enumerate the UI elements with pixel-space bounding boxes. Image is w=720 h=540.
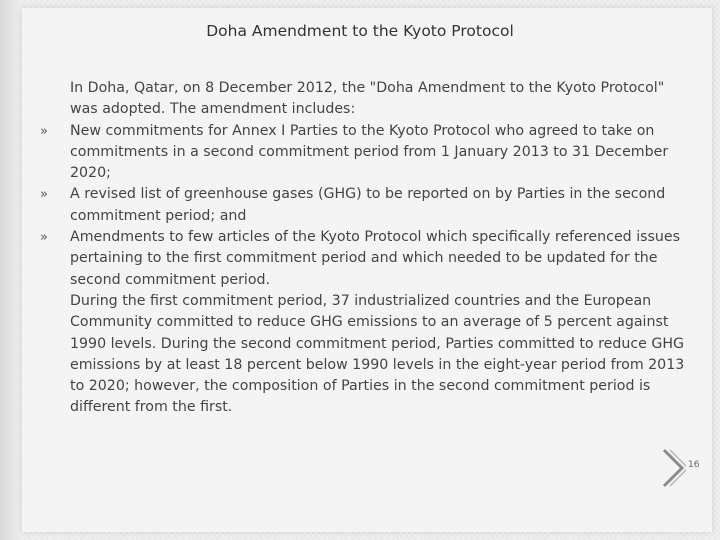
slide-left-edge <box>0 0 20 540</box>
bullet-item <box>40 121 690 185</box>
bullet-marker: » <box>40 230 48 246</box>
intro-paragraph: In Doha, Qatar, on 8 December 2012, the "Doha Amendment to the Kyoto Protocol" was adopted. The amendment includes: <box>70 80 665 118</box>
slide-body <box>40 78 690 419</box>
bullet-marker: » <box>40 123 48 139</box>
bullet-text: Amendments to few articles of the Kyoto Protocol which specifically referenced issues pertaining to the first commitment period and which needed to be updated for the second commitment period. <box>70 229 681 288</box>
bullet-marker: » <box>40 187 48 203</box>
page-number: 16 <box>688 460 700 470</box>
bullet-text: A revised list of greenhouse gases (GHG) to be reported on by Parties in the second commitment period; and <box>70 186 666 224</box>
chevron-right-icon[interactable] <box>662 448 686 488</box>
closing-paragraph: During the first commitment period, 37 industrialized countries and the European Community committed to reduce GHG emissions to an average of 5 percent against 1990 levels. During the second commitment period, Parties committed to reduce GHG emissions by at least 18 percent below 1990 levels in the eight-year period from 2013 to 2020; however, the composition of Parties in the second commitment period is different from the first. <box>70 292 685 416</box>
bullet-item <box>40 227 690 291</box>
bullet-text: New commitments for Annex I Parties to the Kyoto Protocol who agreed to take on commitments in a second commitment period from 1 January 2013 to 31 December 2020; <box>70 122 669 182</box>
slide-title: Doha Amendment to the Kyoto Protocol <box>206 22 514 40</box>
bullet-item <box>40 184 690 227</box>
